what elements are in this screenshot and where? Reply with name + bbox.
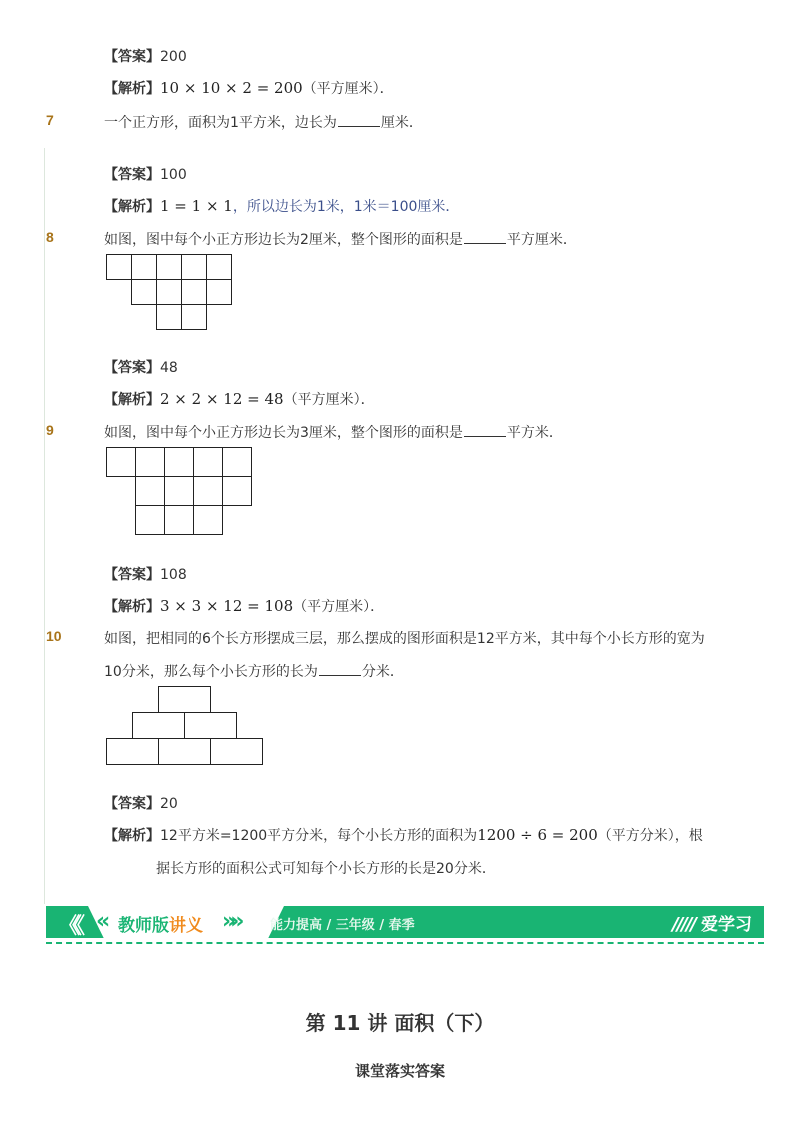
grid-square [164, 476, 194, 506]
grid-square [135, 447, 165, 477]
chevron-left-icon: 《《 [58, 914, 80, 938]
analysis-label: 【解析】 [104, 828, 160, 844]
q10-answer [104, 793, 178, 813]
rectangle-brick [158, 738, 211, 765]
grid-row [135, 476, 251, 506]
grid-square [106, 254, 132, 280]
grid-row [131, 279, 231, 305]
question-text: 10分米，那么每个小长方形的长为 [104, 664, 318, 680]
answer-label: 【答案】 [104, 360, 160, 376]
grid-square [135, 505, 165, 535]
brand-logo-text: 爱学习 [701, 915, 752, 935]
grid-square [193, 476, 223, 506]
rectangle-brick [158, 686, 211, 713]
logo-mark-icon: ///// [672, 914, 695, 935]
answer-blank[interactable] [338, 114, 380, 127]
q8-question [104, 229, 577, 249]
grid-square [181, 304, 207, 330]
grid-square [135, 476, 165, 506]
grid-row [106, 254, 231, 280]
answer-value: 108 [160, 567, 187, 583]
analysis-tail: （平方厘米）． [293, 599, 385, 615]
lecture-subtitle: 课堂落实答案 [354, 1062, 445, 1080]
grid-square [156, 254, 182, 280]
grid-row [156, 304, 206, 330]
question-text: 如图，图中每个小正方形边长为3厘米，整个图形的面积是 [104, 425, 463, 441]
question-text-end: 厘米． [380, 115, 423, 131]
rectangle-brick [184, 712, 237, 739]
answer-label: 【答案】 [104, 796, 160, 812]
brand-logo [672, 910, 752, 935]
grid-square [156, 304, 182, 330]
grid-square [193, 447, 223, 477]
q6-analysis [104, 78, 394, 98]
question-text: 一个正方形，面积为1平方米，边长为 [104, 115, 337, 131]
analysis-text-end: （平方分米），根 [597, 828, 703, 844]
q7-answer [104, 164, 187, 184]
chevron-right-icon: »» [222, 909, 239, 934]
q9-analysis [104, 596, 384, 616]
analysis-math: 3 × 3 × 12 = 108 [160, 597, 294, 615]
grid-square [222, 476, 252, 506]
q10-question-line1: 如图，把相同的6个长方形摆成三层，那么摆成的图形面积是12平方米，其中每个小长方形的宽为 [104, 631, 705, 647]
q9-question [104, 422, 563, 442]
q6-answer [104, 46, 187, 66]
question-text-end: 分米． [361, 664, 404, 680]
grid-square [181, 279, 207, 305]
answer-value: 20 [160, 796, 178, 812]
q7-question [104, 112, 423, 132]
grid-square [164, 505, 194, 535]
answer-blank[interactable] [464, 424, 506, 437]
question-number-7: 7 [46, 112, 54, 128]
grid-row [135, 505, 222, 535]
analysis-text: 12平方米=1200平方分米，每个小长方形的面积为 [160, 828, 478, 844]
banner-title-b: 讲义 [169, 916, 203, 936]
answer-value: 48 [160, 360, 178, 376]
answer-label: 【答案】 [104, 567, 160, 583]
analysis-math: 10 × 10 × 2 = 200 [160, 79, 303, 97]
q8-answer [104, 357, 178, 377]
grid-square [181, 254, 207, 280]
answer-blank[interactable] [464, 231, 506, 244]
analysis-label: 【解析】 [104, 392, 160, 408]
question-text-end: 平方米． [506, 425, 563, 441]
analysis-math: 2 × 2 × 12 = 48 [160, 390, 284, 408]
banner-title-a: 教师版 [118, 916, 169, 936]
q8-analysis [104, 389, 375, 409]
dashed-divider [46, 942, 764, 944]
question-number-8: 8 [46, 229, 54, 245]
q10-analysis-line2: 据长方形的面积公式可知每个小长方形的长是20分米． [156, 861, 496, 877]
banner-subtitle: 能力提高 / 三年级 / 春季 [270, 918, 415, 933]
analysis-tail: （平方厘米）． [283, 392, 375, 408]
answer-label: 【答案】 [104, 49, 160, 65]
grid-square [206, 279, 232, 305]
rectangle-brick [132, 712, 185, 739]
banner-title [118, 911, 203, 936]
rectangle-brick [210, 738, 263, 765]
question-number-9: 9 [46, 422, 54, 438]
answer-blank[interactable] [319, 663, 361, 676]
analysis-tail: （平方厘米）． [302, 81, 394, 97]
analysis-label: 【解析】 [104, 599, 160, 615]
question-text-end: 平方厘米． [506, 232, 577, 248]
footer-banner [46, 906, 764, 938]
grid-square [131, 279, 157, 305]
grid-square [193, 505, 223, 535]
rectangle-brick [106, 738, 159, 765]
grid-square [222, 447, 252, 477]
analysis-label: 【解析】 [104, 81, 160, 97]
margin-rule [44, 148, 45, 904]
answer-value: 200 [160, 49, 187, 65]
question-number-10: 10 [46, 628, 62, 644]
grid-square [106, 447, 136, 477]
lecture-title: 第 11 讲 面积（下） [305, 1011, 495, 1035]
analysis-math: 1200 ÷ 6 = 200 [477, 826, 598, 844]
question-text: 如图，图中每个小正方形边长为2厘米，整个图形的面积是 [104, 232, 463, 248]
grid-square [206, 254, 232, 280]
grid-square [131, 254, 157, 280]
q10-question-line2 [104, 661, 404, 681]
q7-analysis [104, 196, 459, 216]
grid-row [106, 447, 251, 477]
analysis-math: 1 = 1 × 1 [160, 197, 233, 215]
chevron-left-icon: « [96, 909, 105, 934]
analysis-tail: ，所以边长为1米，1米＝100厘米． [232, 199, 460, 215]
answer-value: 100 [160, 167, 187, 183]
grid-square [156, 279, 182, 305]
q9-answer [104, 564, 187, 584]
grid-square [164, 447, 194, 477]
answer-label: 【答案】 [104, 167, 160, 183]
q10-analysis [104, 825, 703, 845]
analysis-label: 【解析】 [104, 199, 160, 215]
